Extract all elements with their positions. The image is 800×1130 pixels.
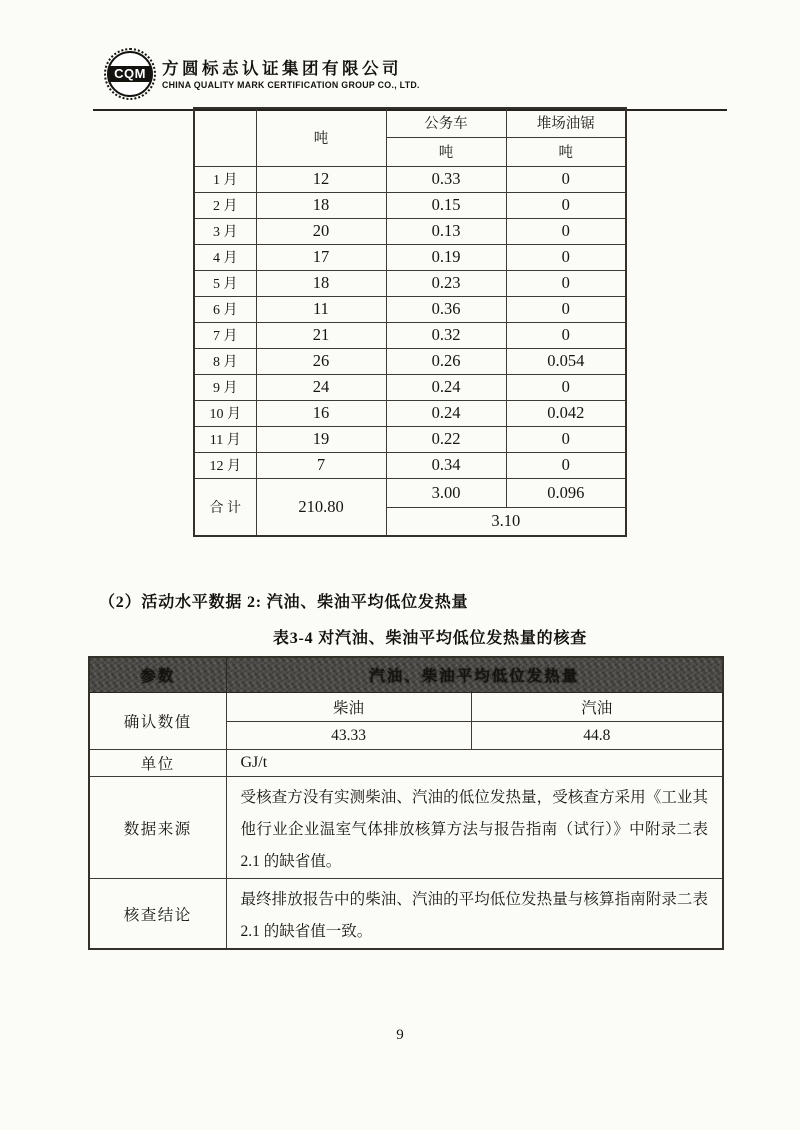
fuel-month-row bbox=[194, 296, 626, 322]
totals-row-1 bbox=[194, 478, 626, 507]
month-label: 3 月 bbox=[194, 218, 256, 244]
company-name-chinese: 方圆标志认证集团有限公司 bbox=[162, 59, 402, 78]
saw-value: 0 bbox=[506, 218, 626, 244]
saw-value: 0.042 bbox=[506, 400, 626, 426]
tons-value: 17 bbox=[256, 244, 386, 270]
total-tons-value: 210.80 bbox=[256, 478, 386, 536]
company-name-english: CHINA QUALITY MARK CERTIFICATION GROUP CO., LTD. bbox=[162, 80, 420, 90]
vehicle-value: 0.23 bbox=[386, 270, 506, 296]
saw-value: 0 bbox=[506, 374, 626, 400]
saw-value: 0 bbox=[506, 452, 626, 478]
month-label: 1 月 bbox=[194, 166, 256, 192]
vehicle-value: 0.24 bbox=[386, 374, 506, 400]
vehicle-value: 0.34 bbox=[386, 452, 506, 478]
saw-value: 0 bbox=[506, 270, 626, 296]
fuel-month-row bbox=[194, 244, 626, 270]
month-label: 5 月 bbox=[194, 270, 256, 296]
month-label: 7 月 bbox=[194, 322, 256, 348]
tons-value: 21 bbox=[256, 322, 386, 348]
total-label: 合 计 bbox=[194, 478, 256, 536]
page-number: 9 bbox=[396, 1027, 404, 1043]
month-column-header-empty bbox=[194, 108, 256, 166]
cqm-logo bbox=[107, 51, 153, 97]
fuel-month-row bbox=[194, 166, 626, 192]
fuel-table-totals bbox=[194, 478, 626, 536]
vehicle-value: 0.22 bbox=[386, 426, 506, 452]
tons-value: 20 bbox=[256, 218, 386, 244]
vehicle-column-header: 公务车 bbox=[386, 108, 506, 137]
total-vehicle-value: 3.00 bbox=[386, 478, 506, 507]
cqm-logo-band bbox=[109, 66, 151, 82]
saw-value: 0 bbox=[506, 244, 626, 270]
vehicle-value: 0.15 bbox=[386, 192, 506, 218]
tons-value: 12 bbox=[256, 166, 386, 192]
param-value-header-cell: 汽油、柴油平均低位发热量 bbox=[226, 657, 723, 693]
conclusion-text: 最终排放报告中的柴油、汽油的平均低位发热量与核算指南附录二表 2.1 的缺省值一致。 bbox=[226, 879, 723, 950]
month-label: 11 月 bbox=[194, 426, 256, 452]
month-label: 9 月 bbox=[194, 374, 256, 400]
fuel-header-row-1 bbox=[194, 108, 626, 137]
saw-unit-header: 吨 bbox=[506, 137, 626, 166]
confirmed-value-label: 确认数值 bbox=[89, 693, 226, 750]
fuel-month-row bbox=[194, 348, 626, 374]
saw-value: 0 bbox=[506, 296, 626, 322]
month-label: 2 月 bbox=[194, 192, 256, 218]
saw-value: 0 bbox=[506, 166, 626, 192]
month-label: 8 月 bbox=[194, 348, 256, 374]
data-source-row bbox=[89, 777, 723, 879]
conclusion-row bbox=[89, 879, 723, 950]
heating-value-verification-table bbox=[88, 656, 724, 950]
param-header-cell: 参数 bbox=[89, 657, 226, 693]
fuel-month-row bbox=[194, 400, 626, 426]
data-source-label: 数据来源 bbox=[89, 777, 226, 879]
fuel-month-row bbox=[194, 374, 626, 400]
month-label: 6 月 bbox=[194, 296, 256, 322]
tons-value: 18 bbox=[256, 270, 386, 296]
fuel-month-row bbox=[194, 192, 626, 218]
cqm-logo-text: CQM bbox=[114, 66, 146, 81]
fuel-table-months bbox=[194, 166, 626, 478]
section-heading: （2）活动水平数据 2: 汽油、柴油平均低位发热量 bbox=[99, 594, 469, 611]
diesel-header-cell: 柴油 bbox=[226, 693, 471, 722]
month-label: 4 月 bbox=[194, 244, 256, 270]
total-combined-value: 3.10 bbox=[386, 507, 626, 536]
tons-value: 11 bbox=[256, 296, 386, 322]
vehicle-value: 0.33 bbox=[386, 166, 506, 192]
tons-column-unit-header: 吨 bbox=[256, 108, 386, 166]
saw-column-header: 堆场油锯 bbox=[506, 108, 626, 137]
unit-row bbox=[89, 750, 723, 777]
gasoline-header-cell: 汽油 bbox=[471, 693, 723, 722]
month-label: 12 月 bbox=[194, 452, 256, 478]
vehicle-value: 0.13 bbox=[386, 218, 506, 244]
vehicle-value: 0.26 bbox=[386, 348, 506, 374]
vehicle-value: 0.24 bbox=[386, 400, 506, 426]
month-label: 10 月 bbox=[194, 400, 256, 426]
gasoline-value-cell: 44.8 bbox=[471, 722, 723, 750]
fuel-month-row bbox=[194, 218, 626, 244]
fuel-month-row bbox=[194, 322, 626, 348]
diesel-value-cell: 43.33 bbox=[226, 722, 471, 750]
vehicle-unit-header: 吨 bbox=[386, 137, 506, 166]
saw-value: 0.054 bbox=[506, 348, 626, 374]
conclusion-label: 核查结论 bbox=[89, 879, 226, 950]
unit-label-cell: 单位 bbox=[89, 750, 226, 777]
verification-header-row bbox=[89, 657, 723, 693]
tons-value: 24 bbox=[256, 374, 386, 400]
tons-value: 7 bbox=[256, 452, 386, 478]
fuel-month-row bbox=[194, 426, 626, 452]
fuel-month-row bbox=[194, 270, 626, 296]
verification-table-body bbox=[89, 657, 723, 949]
table-3-4-title: 表3-4 对汽油、柴油平均低位发热量的核查 bbox=[272, 630, 588, 647]
vehicle-value: 0.19 bbox=[386, 244, 506, 270]
total-saw-value: 0.096 bbox=[506, 478, 626, 507]
saw-value: 0 bbox=[506, 426, 626, 452]
tons-value: 19 bbox=[256, 426, 386, 452]
data-source-text: 受核查方没有实测柴油、汽油的低位发热量，受核查方采用《工业其他行业企业温室气体排放核算方法与报告指南（试行）》中附录二表 2.1 的缺省值。 bbox=[226, 777, 723, 879]
tons-value: 16 bbox=[256, 400, 386, 426]
saw-value: 0 bbox=[506, 322, 626, 348]
confirmed-value-fuel-row bbox=[89, 693, 723, 722]
unit-value-cell: GJ/t bbox=[226, 750, 723, 777]
monthly-fuel-table bbox=[193, 107, 627, 537]
tons-value: 26 bbox=[256, 348, 386, 374]
saw-value: 0 bbox=[506, 192, 626, 218]
fuel-table-header bbox=[194, 108, 626, 166]
vehicle-value: 0.36 bbox=[386, 296, 506, 322]
vehicle-value: 0.32 bbox=[386, 322, 506, 348]
fuel-month-row bbox=[194, 452, 626, 478]
tons-value: 18 bbox=[256, 192, 386, 218]
